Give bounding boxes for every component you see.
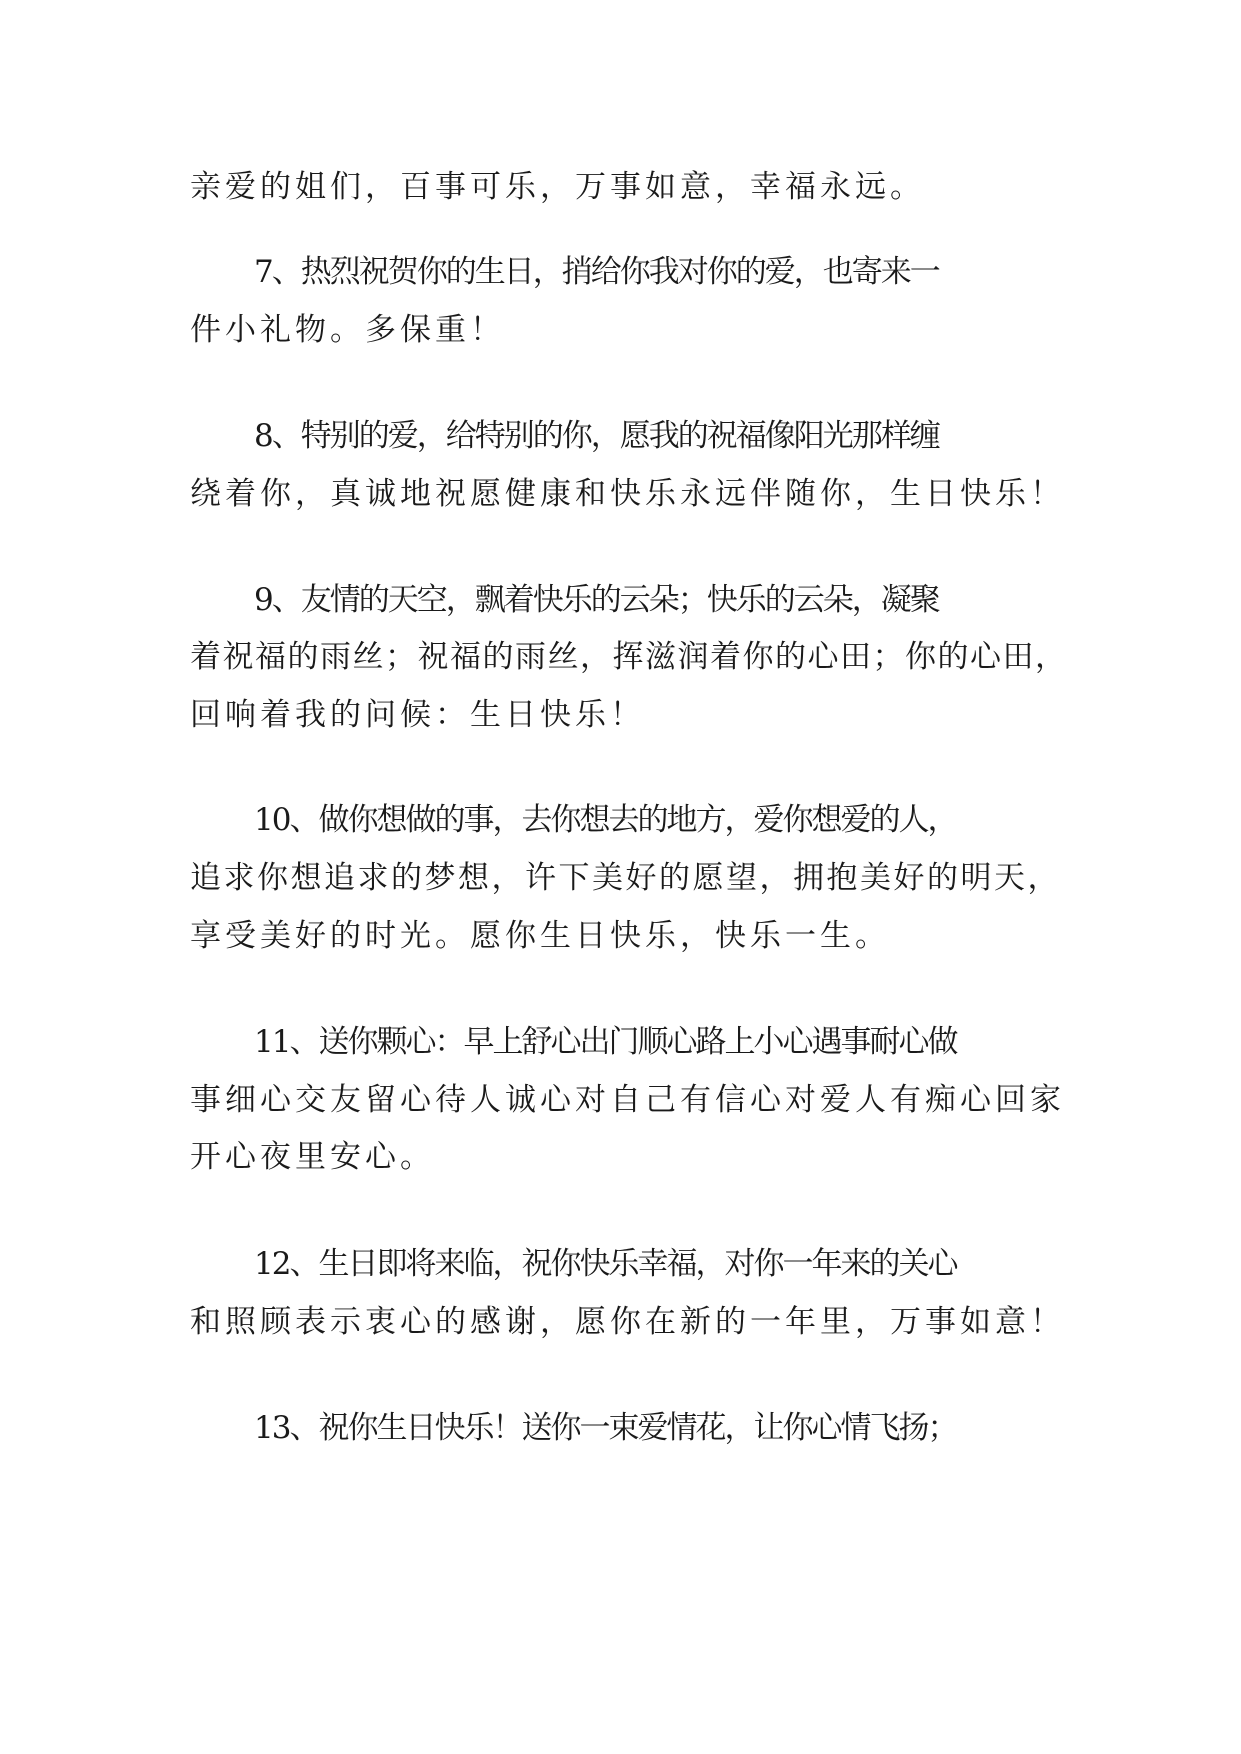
text-line: 11、送你颗心：早上舒心出门顺心路上小心遇事耐心做 [254, 1024, 957, 1060]
text-line: 着祝福的雨丝；祝福的雨丝，挥滋润着你的心田；你的心田， [190, 639, 1068, 675]
text-line: 回响着我的问候：生日快乐！ [190, 697, 645, 733]
text-line: 开心夜里安心。 [190, 1139, 435, 1175]
text-line: 事细心交友留心待人诚心对自己有信心对爱人有痴心回家 [190, 1082, 1065, 1118]
text-line: 9、友情的天空，飘着快乐的云朵；快乐的云朵，凝聚 [254, 582, 939, 618]
text-line: 享受美好的时光。愿你生日快乐，快乐一生。 [190, 918, 890, 954]
text-line: 7、热烈祝贺你的生日，捎给你我对你的爱，也寄来一 [254, 254, 939, 290]
text-line: 12、生日即将来临，祝你快乐幸福，对你一年来的关心 [254, 1246, 957, 1282]
text-line: 亲爱的姐们，百事可乐，万事如意，幸福永远。 [190, 169, 925, 205]
text-line: 追求你想追求的梦想，许下美好的愿望，拥抱美好的明天， [190, 860, 1061, 896]
text-line: 10、做你想做的事，去你想去的地方，爱你想爱的人， [254, 802, 957, 838]
text-line: 和照顾表示衷心的感谢，愿你在新的一年里，万事如意！ [190, 1304, 1065, 1340]
text-line: 8、特别的爱，给特别的你，愿我的祝福像阳光那样缠 [254, 418, 939, 454]
text-line: 件小礼物。多保重！ [190, 312, 505, 348]
text-line: 13、祝你生日快乐！送你一束爱情花，让你心情飞扬； [254, 1410, 957, 1446]
text-line: 绕着你，真诚地祝愿健康和快乐永远伴随你，生日快乐！ [190, 476, 1065, 512]
